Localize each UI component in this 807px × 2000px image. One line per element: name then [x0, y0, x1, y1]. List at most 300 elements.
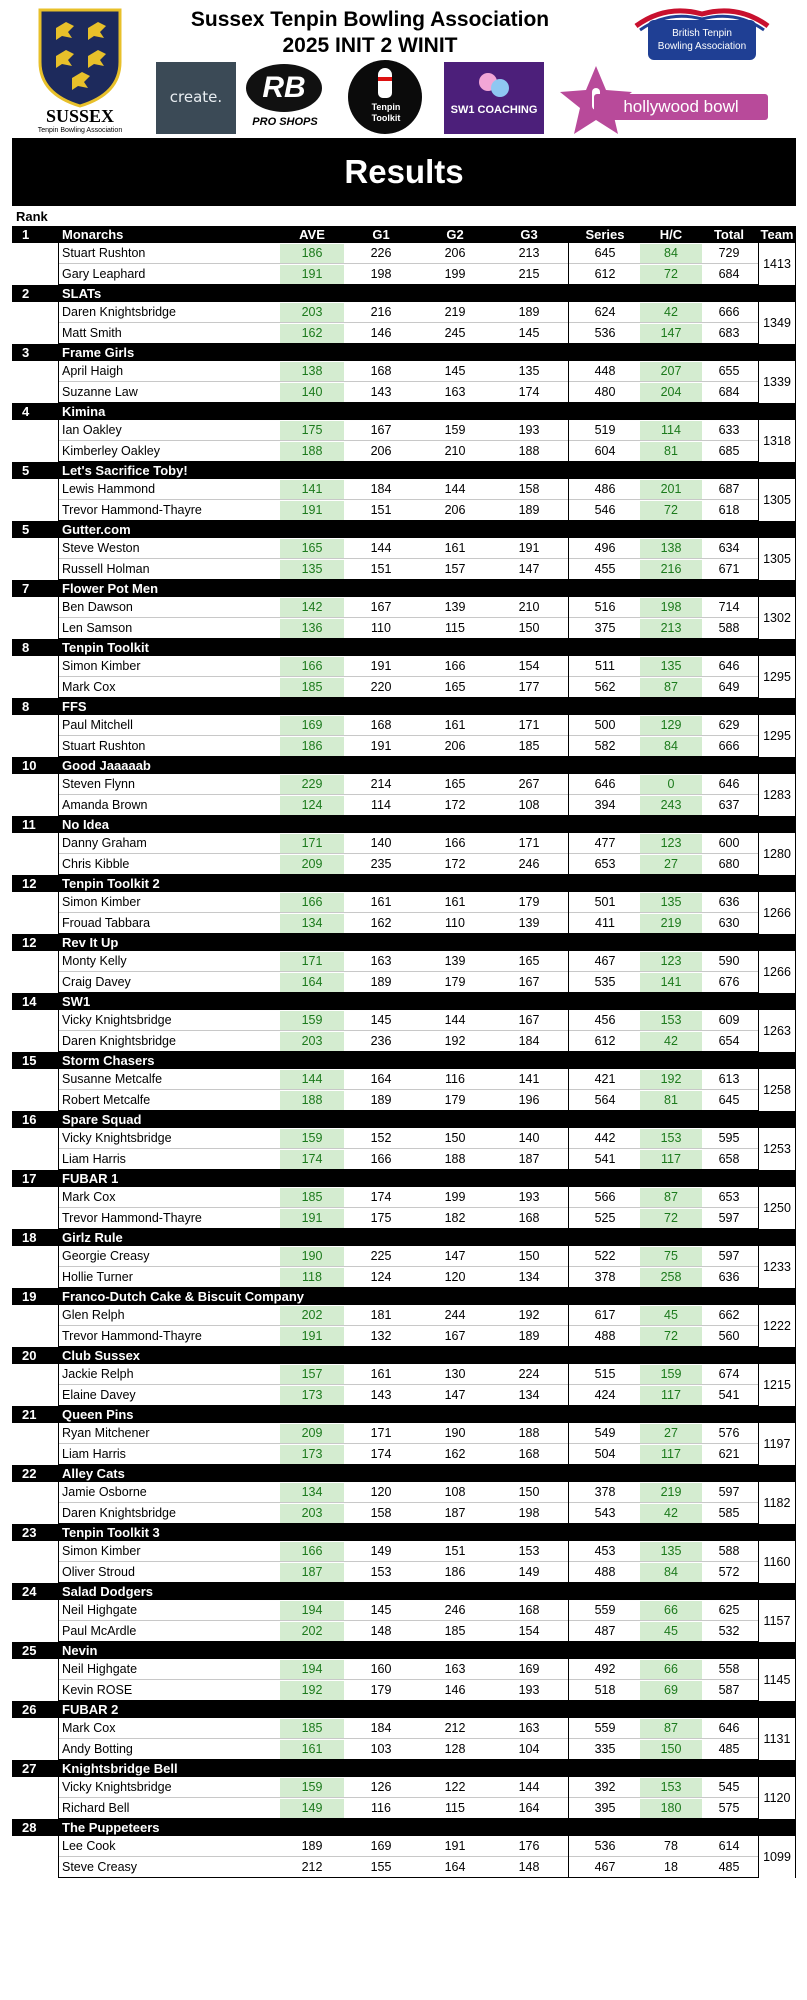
sussex-crest-logo — [26, 6, 134, 134]
cell-g2: 186 — [444, 1565, 466, 1579]
table-row — [12, 795, 796, 816]
cell-ave: 190 — [280, 1247, 344, 1266]
team-group — [12, 1423, 796, 1465]
cell-g3: 177 — [518, 680, 540, 694]
cell-series: 455 — [594, 562, 616, 576]
cell-g1: 174 — [370, 1447, 392, 1461]
team-total: 1145 — [758, 1659, 796, 1701]
cell-total: 654 — [718, 1034, 740, 1048]
cell-g2: 167 — [444, 1329, 466, 1343]
cell-hc: 84 — [640, 737, 702, 756]
table-row — [12, 1208, 796, 1229]
toolkit-logo-line1: Tenpin — [371, 102, 401, 112]
cell-g3: 150 — [518, 1485, 540, 1499]
cell-g2: 172 — [444, 798, 466, 812]
cell-series: 411 — [595, 916, 615, 930]
cell-g3: 167 — [518, 975, 540, 989]
cell-g3: 154 — [518, 1624, 540, 1638]
cell-g3: 169 — [518, 1662, 540, 1676]
cell-g3: 148 — [518, 1860, 540, 1874]
cell-series: 515 — [594, 1367, 616, 1381]
team-rank: 25 — [22, 1643, 37, 1658]
cell-hc: 45 — [640, 1306, 702, 1325]
cell-g1: 145 — [370, 1013, 392, 1027]
player-name: Jackie Relph — [62, 1367, 134, 1381]
cell-hc: 123 — [640, 952, 702, 971]
cell-g3: 192 — [518, 1308, 540, 1322]
cell-g3: 185 — [518, 739, 540, 753]
table-row — [12, 1069, 796, 1090]
cell-g1: 161 — [370, 895, 392, 909]
cell-total: 685 — [718, 444, 740, 458]
cell-series: 456 — [594, 1013, 616, 1027]
cell-g2: 128 — [444, 1742, 466, 1756]
header — [0, 0, 807, 135]
team-rank: 2 — [22, 286, 30, 301]
team-name: Monarchs — [62, 227, 124, 242]
player-name: Liam Harris — [62, 1152, 126, 1166]
cell-g1: 220 — [370, 680, 392, 694]
cell-series: 653 — [594, 857, 616, 871]
cell-g2: 185 — [444, 1624, 466, 1638]
cell-g1: 214 — [370, 777, 392, 791]
cell-series: 519 — [594, 423, 616, 437]
team-rank: 12 — [22, 876, 37, 891]
team-name: Rev It Up — [62, 935, 119, 950]
cell-ave: 209 — [280, 1424, 344, 1443]
team-total: 1233 — [758, 1246, 796, 1288]
bowling-pin-icon — [378, 68, 392, 98]
team-group — [12, 243, 796, 285]
team-name: FUBAR 2 — [62, 1702, 119, 1717]
cell-ave: 173 — [280, 1445, 344, 1464]
cell-hc: 72 — [640, 265, 702, 284]
cell-g1: 175 — [370, 1211, 392, 1225]
player-name: Glen Relph — [62, 1308, 125, 1322]
table-row — [12, 1836, 796, 1857]
team-name: Flower Pot Men — [62, 581, 159, 596]
team-header — [12, 639, 796, 656]
cell-ave: 171 — [280, 952, 344, 971]
player-name: Stuart Rushton — [62, 246, 146, 260]
team-header — [12, 1229, 796, 1246]
cell-hc: 138 — [640, 539, 702, 558]
cell-total: 625 — [718, 1603, 740, 1617]
cell-g1: 120 — [370, 1485, 392, 1499]
player-name: Mark Cox — [62, 1721, 116, 1735]
team-total: 1280 — [758, 833, 796, 875]
cell-g3: 108 — [518, 798, 540, 812]
player-name: Daren Knightsbridge — [62, 1034, 176, 1048]
cell-hc: 84 — [640, 244, 702, 263]
cell-g2: 166 — [444, 836, 466, 850]
column-header-series: Series — [585, 227, 625, 242]
cell-ave: 134 — [280, 914, 344, 933]
cell-ave: 135 — [280, 560, 344, 579]
player-name: Kimberley Oakley — [62, 444, 160, 458]
cell-ave: 186 — [280, 737, 344, 756]
cell-g3: 164 — [518, 1801, 540, 1815]
cell-series: 604 — [594, 444, 616, 458]
cell-ave: 175 — [280, 421, 344, 440]
cell-g1: 132 — [370, 1329, 392, 1343]
team-rank: 7 — [22, 581, 30, 596]
cell-hc: 87 — [640, 1188, 702, 1207]
cell-g3: 191 — [518, 541, 540, 555]
cell-series: 467 — [594, 954, 616, 968]
cell-hc: 213 — [640, 619, 702, 638]
cell-ave: 186 — [280, 244, 344, 263]
player-name: Georgie Creasy — [62, 1249, 150, 1263]
cell-hc: 87 — [640, 1719, 702, 1738]
table-row — [12, 972, 796, 993]
team-total: 1295 — [758, 656, 796, 698]
cell-g3: 140 — [518, 1131, 540, 1145]
player-name: Simon Kimber — [62, 1544, 141, 1558]
team-header — [12, 521, 796, 538]
team-rank: 10 — [22, 758, 37, 773]
cell-hc: 66 — [640, 1660, 702, 1679]
cell-series: 549 — [594, 1426, 616, 1440]
team-rank: 4 — [22, 404, 30, 419]
team-total: 1099 — [758, 1836, 796, 1878]
team-header — [12, 344, 796, 361]
cell-g3: 158 — [518, 482, 540, 496]
team-name: Storm Chasers — [62, 1053, 155, 1068]
team-rank: 20 — [22, 1348, 37, 1363]
cell-hc: 153 — [640, 1129, 702, 1148]
cell-g3: 188 — [518, 444, 540, 458]
cell-g3: 267 — [518, 777, 540, 791]
cell-ave: 194 — [280, 1660, 344, 1679]
rb-logo-subtext: PRO SHOPS — [252, 116, 318, 128]
player-name: Daren Knightsbridge — [62, 1506, 176, 1520]
cell-series: 518 — [594, 1683, 616, 1697]
table-row — [12, 1010, 796, 1031]
cell-g2: 115 — [445, 621, 465, 635]
cell-ave: 191 — [280, 1327, 344, 1346]
team-total: 1263 — [758, 1010, 796, 1052]
cell-series: 394 — [594, 798, 616, 812]
player-name: Vicky Knightsbridge — [62, 1131, 172, 1145]
cell-g2: 163 — [444, 1662, 466, 1676]
cell-ave: 171 — [280, 834, 344, 853]
cell-g2: 144 — [444, 1013, 466, 1027]
cell-g3: 176 — [518, 1839, 540, 1853]
team-name: The Puppeteers — [62, 1820, 160, 1835]
team-name: Kimina — [62, 404, 106, 419]
cell-g2: 162 — [444, 1447, 466, 1461]
btba-logo — [626, 4, 778, 66]
cell-g2: 165 — [444, 777, 466, 791]
table-row — [12, 361, 796, 382]
cell-series: 375 — [594, 621, 616, 635]
table-row — [12, 1423, 796, 1444]
cell-g3: 189 — [518, 1329, 540, 1343]
cell-g3: 188 — [518, 1426, 540, 1440]
cell-g2: 182 — [444, 1211, 466, 1225]
cell-total: 676 — [718, 975, 740, 989]
cell-ave: 118 — [280, 1268, 344, 1287]
team-header — [12, 285, 796, 302]
team-total: 1258 — [758, 1069, 796, 1111]
cell-series: 536 — [594, 326, 616, 340]
table-row — [12, 264, 796, 285]
player-name: Ryan Mitchener — [62, 1426, 150, 1440]
cell-g2: 199 — [444, 267, 466, 281]
cell-series: 566 — [594, 1190, 616, 1204]
table-row — [12, 1798, 796, 1819]
tenpin-toolkit-logo — [346, 60, 426, 136]
cell-total: 684 — [718, 267, 740, 281]
cell-total: 588 — [718, 621, 740, 635]
cell-total: 636 — [718, 1270, 740, 1284]
team-total: 1305 — [758, 538, 796, 580]
cell-g1: 149 — [370, 1544, 392, 1558]
cell-g3: 171 — [518, 718, 540, 732]
cell-total: 645 — [718, 1093, 740, 1107]
cell-hc: 147 — [640, 324, 702, 343]
team-group — [12, 1600, 796, 1642]
table-row — [12, 951, 796, 972]
cell-g1: 166 — [370, 1152, 392, 1166]
team-rank: 19 — [22, 1289, 37, 1304]
cell-series: 378 — [594, 1270, 616, 1284]
player-name: Mark Cox — [62, 1190, 116, 1204]
cell-g3: 187 — [518, 1152, 540, 1166]
cell-g2: 164 — [444, 1860, 466, 1874]
team-rank: 18 — [22, 1230, 37, 1245]
cell-ave: 174 — [280, 1150, 344, 1169]
cell-series: 559 — [594, 1721, 616, 1735]
cell-hc: 243 — [640, 796, 702, 815]
cell-total: 600 — [718, 836, 740, 850]
cell-hc: 72 — [640, 1209, 702, 1228]
team-rank: 5 — [22, 463, 30, 478]
cell-g1: 171 — [370, 1426, 392, 1440]
cell-g2: 161 — [444, 718, 466, 732]
cell-g2: 191 — [444, 1839, 466, 1853]
cell-g1: 143 — [370, 385, 392, 399]
player-name: April Haigh — [62, 364, 124, 378]
cell-series: 516 — [594, 600, 616, 614]
table-row — [12, 1857, 796, 1878]
team-name: Frame Girls — [62, 345, 135, 360]
table-row — [12, 1326, 796, 1347]
team-header — [12, 1642, 796, 1659]
cell-g1: 126 — [370, 1780, 392, 1794]
rb-logo-text: RB — [246, 64, 322, 112]
cell-hc: 150 — [640, 1740, 702, 1759]
team-group — [12, 1836, 796, 1878]
cell-g2: 161 — [444, 541, 466, 555]
cell-g1: 167 — [370, 600, 392, 614]
cell-ave: 144 — [280, 1070, 344, 1089]
team-rank: 5 — [22, 522, 30, 537]
cell-series: 612 — [594, 1034, 616, 1048]
cell-g2: 161 — [444, 895, 466, 909]
team-name: Tenpin Toolkit — [62, 640, 149, 655]
cell-g1: 140 — [370, 836, 392, 850]
cell-hc: 219 — [640, 1483, 702, 1502]
team-header — [12, 1819, 796, 1836]
team-total: 1266 — [758, 951, 796, 993]
cell-total: 674 — [718, 1367, 740, 1381]
cell-g1: 146 — [370, 326, 392, 340]
team-header — [12, 1406, 796, 1423]
cell-hc: 129 — [640, 716, 702, 735]
player-name: Elaine Davey — [62, 1388, 136, 1402]
cell-total: 646 — [718, 1721, 740, 1735]
cell-g1: 226 — [370, 246, 392, 260]
cell-g1: 148 — [370, 1624, 392, 1638]
team-header — [12, 1583, 796, 1600]
player-name: Suzanne Law — [62, 385, 138, 399]
table-row — [12, 1777, 796, 1798]
cell-hc: 72 — [640, 1327, 702, 1346]
column-header-g3: G3 — [520, 227, 538, 242]
cell-hc: 198 — [640, 598, 702, 617]
cell-hc: 192 — [640, 1070, 702, 1089]
rank-label: Rank — [16, 209, 48, 224]
team-header — [12, 1465, 796, 1482]
team-group — [12, 1718, 796, 1760]
cell-g2: 210 — [444, 444, 466, 458]
table-row — [12, 774, 796, 795]
cell-hc: 180 — [640, 1799, 702, 1818]
team-name: SW1 — [62, 994, 91, 1009]
cell-ave: 141 — [280, 480, 344, 499]
cell-g3: 174 — [518, 385, 540, 399]
cell-hc: 69 — [640, 1681, 702, 1700]
team-header — [12, 816, 796, 833]
cell-g1: 110 — [371, 621, 391, 635]
cell-series: 395 — [594, 1801, 616, 1815]
table-row — [12, 1364, 796, 1385]
cell-ave: 157 — [280, 1365, 344, 1384]
team-group — [12, 715, 796, 757]
crest-subtext: Tenpin Bowling Association — [37, 127, 123, 134]
cell-total: 545 — [718, 1780, 740, 1794]
table-row — [12, 913, 796, 934]
cell-g1: 151 — [370, 562, 392, 576]
cell-ave: 149 — [280, 1799, 344, 1818]
cell-hc: 27 — [640, 855, 702, 874]
team-header — [12, 875, 796, 892]
cell-g2: 150 — [444, 1131, 466, 1145]
cell-hc: 42 — [640, 1032, 702, 1051]
cell-hc: 78 — [664, 1839, 678, 1853]
cell-ave: 169 — [280, 716, 344, 735]
team-header — [12, 403, 796, 420]
cell-g1: 151 — [370, 503, 392, 517]
cell-hc: 45 — [640, 1622, 702, 1641]
cell-g1: 235 — [370, 857, 392, 871]
cell-g2: 179 — [444, 975, 466, 989]
table-row — [12, 1600, 796, 1621]
team-rank: 11 — [22, 817, 36, 832]
cell-g3: 134 — [518, 1388, 540, 1402]
cell-ave: 159 — [280, 1778, 344, 1797]
team-header — [12, 1288, 796, 1305]
cell-g1: 191 — [370, 739, 392, 753]
player-name: Susanne Metcalfe — [62, 1072, 163, 1086]
table-row — [12, 1267, 796, 1288]
cell-total: 597 — [718, 1485, 740, 1499]
cell-series: 546 — [594, 503, 616, 517]
cell-total: 680 — [718, 857, 740, 871]
player-name: Ben Dawson — [62, 600, 133, 614]
btba-logo-line1: British Tenpin — [672, 28, 732, 39]
team-total: 1253 — [758, 1128, 796, 1170]
cell-hc: 27 — [640, 1424, 702, 1443]
cell-g1: 145 — [370, 1603, 392, 1617]
cell-ave: 136 — [280, 619, 344, 638]
cell-total: 633 — [718, 423, 740, 437]
team-name: Club Sussex — [62, 1348, 141, 1363]
cell-total: 646 — [718, 777, 740, 791]
cell-ave: 229 — [280, 775, 344, 794]
cell-g1: 153 — [370, 1565, 392, 1579]
player-name: Vicky Knightsbridge — [62, 1780, 172, 1794]
team-rank: 1 — [22, 227, 30, 242]
cell-ave: 134 — [280, 1483, 344, 1502]
cell-total: 629 — [718, 718, 740, 732]
table-row — [12, 597, 796, 618]
table-row — [12, 1246, 796, 1267]
cell-total: 729 — [718, 246, 740, 260]
cell-hc: 123 — [640, 834, 702, 853]
cell-series: 522 — [594, 1249, 616, 1263]
team-rank: 3 — [22, 345, 30, 360]
player-name: Frouad Tabbara — [62, 916, 151, 930]
cell-g1: 103 — [370, 1742, 392, 1756]
team-rank: 26 — [22, 1702, 37, 1717]
table-row — [12, 1031, 796, 1052]
team-group — [12, 1659, 796, 1701]
team-group — [12, 1128, 796, 1170]
cell-g3: 149 — [518, 1565, 540, 1579]
cell-ave: 173 — [280, 1386, 344, 1405]
cell-hc: 159 — [640, 1365, 702, 1384]
cell-g2: 166 — [444, 659, 466, 673]
cell-g3: 198 — [518, 1506, 540, 1520]
table-row — [12, 479, 796, 500]
player-name: Stuart Rushton — [62, 739, 146, 753]
cell-hc: 42 — [640, 1504, 702, 1523]
cell-g2: 115 — [445, 1801, 465, 1815]
player-name: Len Samson — [62, 621, 133, 635]
cell-g3: 139 — [518, 916, 540, 930]
table-row — [12, 833, 796, 854]
team-name: SLATs — [62, 286, 102, 301]
cell-total: 646 — [718, 659, 740, 673]
team-total: 1222 — [758, 1305, 796, 1347]
cell-total: 649 — [718, 680, 740, 694]
cell-series: 536 — [594, 1839, 616, 1853]
cell-series: 624 — [594, 305, 616, 319]
cell-hc: 135 — [640, 1542, 702, 1561]
table-row — [12, 1482, 796, 1503]
cell-g3: 145 — [518, 326, 540, 340]
team-group — [12, 1069, 796, 1111]
cell-series: 645 — [594, 246, 616, 260]
rb-pro-shops-logo — [244, 60, 326, 136]
team-total: 1250 — [758, 1187, 796, 1229]
team-name: FUBAR 1 — [62, 1171, 119, 1186]
player-name: Robert Metcalfe — [62, 1093, 151, 1107]
cell-total: 575 — [718, 1801, 740, 1815]
